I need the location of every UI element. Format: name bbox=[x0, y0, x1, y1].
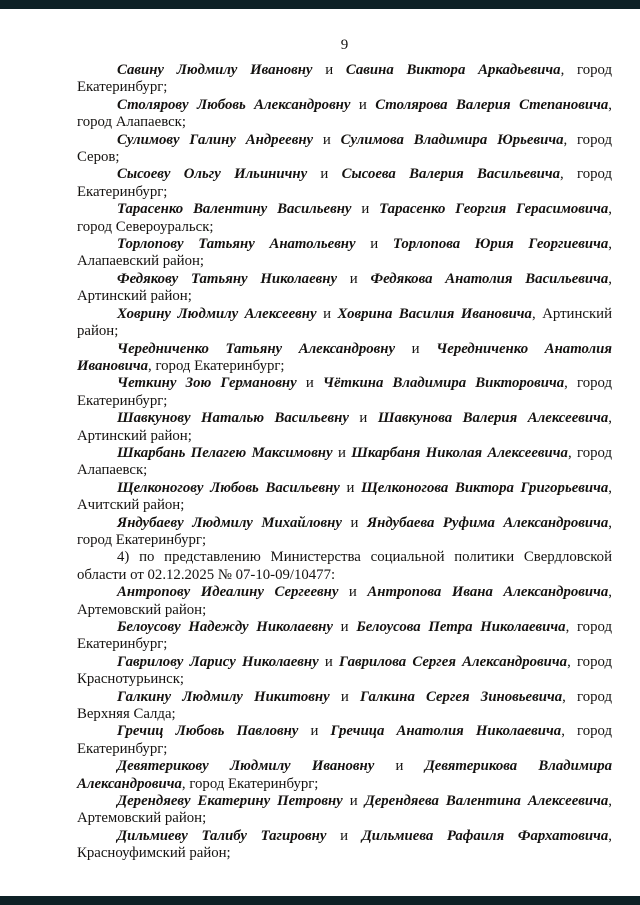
conjunction: и bbox=[313, 131, 341, 148]
husband-name: Галкина Сергея Зиновьевича bbox=[359, 688, 563, 705]
couple-entry bbox=[77, 758, 612, 793]
location-text: , Артинский район; bbox=[77, 410, 612, 444]
page-number: 9 bbox=[340, 37, 349, 53]
conjunction: и bbox=[374, 758, 425, 775]
husband-name: Столярова Валерия Степановича bbox=[375, 96, 609, 113]
wife-name: Столярову Любовь Александровну bbox=[117, 96, 351, 113]
couple-entry bbox=[77, 723, 612, 758]
location-text: , город Екатеринбург; bbox=[77, 166, 612, 200]
couple-entry bbox=[77, 132, 612, 167]
wife-name: Тарасенко Валентину Васильевну bbox=[117, 201, 352, 218]
wife-name: Дерендяеву Екатерину Петровну bbox=[117, 793, 343, 810]
wife-name: Сысоеву Ольгу Ильиничну bbox=[117, 166, 308, 183]
husband-name: Гречица Анатолия Николаевича bbox=[330, 723, 562, 740]
conjunction: и bbox=[296, 375, 323, 392]
conjunction: и bbox=[339, 479, 362, 496]
husband-name: Сысоева Валерия Васильевича bbox=[341, 166, 561, 183]
conjunction: и bbox=[318, 653, 340, 670]
conjunction: и bbox=[341, 514, 367, 531]
location-text: , город Алапаевск; bbox=[77, 96, 612, 131]
conjunction: и bbox=[342, 793, 365, 810]
location-text: , город Серов; bbox=[77, 131, 612, 166]
document-page bbox=[0, 9, 640, 896]
location-text: , Ачитский район; bbox=[77, 479, 612, 514]
wife-name: Шкарбань Пелагею Максимовну bbox=[117, 444, 333, 461]
location-text: , город Алапаевск; bbox=[77, 444, 612, 479]
couple-entry bbox=[77, 375, 612, 410]
wife-name: Дильмиеву Талибу Тагировну bbox=[117, 827, 327, 844]
wife-name: Четкину Зою Германовну bbox=[117, 375, 297, 392]
couple-entry bbox=[77, 271, 612, 306]
wife-name: Девятерикову Людмилу Ивановну bbox=[117, 758, 375, 775]
conjunction: и bbox=[338, 584, 368, 601]
conjunction: и bbox=[337, 270, 371, 287]
husband-name: Гаврилова Сергея Александровича bbox=[339, 653, 568, 670]
husband-name: Торлопова Юрия Георгиевича bbox=[392, 236, 609, 253]
conjunction: и bbox=[307, 166, 342, 183]
wife-name: Яндубаеву Людмилу Михайловну bbox=[117, 514, 342, 531]
couple-entry bbox=[77, 97, 612, 132]
conjunction: и bbox=[395, 340, 437, 357]
husband-name: Ховрина Василия Ивановича bbox=[337, 305, 532, 322]
couple-entry bbox=[77, 306, 612, 341]
wife-name: Щелконогову Любовь Васильевну bbox=[117, 479, 340, 496]
couple-entry bbox=[77, 689, 612, 724]
husband-name: Щелконогова Виктора Григорьевича bbox=[361, 479, 609, 496]
husband-name: Шкарбаня Николая Алексеевича bbox=[351, 444, 568, 461]
conjunction: и bbox=[351, 201, 380, 218]
husband-name: Чёткина Владимира Викторовича bbox=[322, 375, 565, 392]
couple-entry bbox=[77, 515, 612, 550]
wife-name: Белоусову Надежду Николаевну bbox=[117, 619, 333, 635]
decree-text-block bbox=[77, 62, 612, 863]
wife-name: Федякову Татьяну Николаевну bbox=[117, 270, 338, 287]
couple-entry bbox=[77, 654, 612, 689]
husband-name: Девятерикова Владимира Александровича bbox=[77, 758, 612, 792]
couple-entry bbox=[77, 619, 612, 654]
location-text: , Артинский район; bbox=[77, 305, 612, 340]
conjunction: и bbox=[312, 62, 346, 78]
couple-entry bbox=[77, 201, 612, 236]
scan-edge-top bbox=[0, 0, 640, 9]
husband-name: Чередниченко Анатолия Ивановича bbox=[77, 340, 612, 374]
couple-entry bbox=[77, 828, 612, 863]
location-text: , город Североуральск; bbox=[77, 201, 612, 235]
wife-name: Сулимову Галину Андреевну bbox=[117, 131, 314, 148]
awardees-list-section4 bbox=[77, 584, 612, 863]
location-text: , Артемовский район; bbox=[77, 584, 612, 618]
awardees-list-section3 bbox=[77, 62, 612, 549]
husband-name: Федякова Анатолия Васильевича bbox=[370, 270, 609, 287]
couple-entry bbox=[77, 341, 612, 376]
husband-name: Тарасенко Георгия Герасимовича bbox=[379, 201, 609, 218]
conjunction: и bbox=[326, 827, 362, 844]
wife-name: Гречиц Любовь Павловну bbox=[117, 723, 299, 740]
couple-entry bbox=[77, 166, 612, 201]
conjunction: и bbox=[329, 688, 360, 705]
location-text: , город Екатеринбург; bbox=[181, 775, 319, 792]
conjunction: и bbox=[332, 619, 357, 635]
location-text: , Красноуфимский район; bbox=[77, 827, 612, 862]
wife-name: Антропову Идеалину Сергеевну bbox=[117, 584, 339, 601]
conjunction: и bbox=[332, 444, 352, 461]
husband-name: Савина Виктора Аркадьевича bbox=[345, 62, 561, 78]
location-text: , город Екатеринбург; bbox=[77, 62, 612, 96]
conjunction: и bbox=[350, 96, 376, 113]
wife-name: Шавкунову Наталью Васильевну bbox=[117, 410, 349, 427]
husband-name: Дильмиева Рафаиля Фархатовича bbox=[361, 827, 609, 844]
couple-entry bbox=[77, 445, 612, 480]
location-text: , город Верхняя Салда; bbox=[77, 688, 613, 723]
husband-name: Сулимова Владимира Юрьевича bbox=[340, 131, 564, 148]
location-text: , город Екатеринбург; bbox=[77, 723, 612, 757]
husband-name: Дерендяева Валентина Алексеевича bbox=[364, 793, 609, 810]
wife-name: Савину Людмилу Ивановну bbox=[117, 62, 313, 78]
location-text: , Артинский район; bbox=[77, 270, 612, 305]
couple-entry bbox=[77, 62, 612, 97]
wife-name: Чередниченко Татьяну Александровну bbox=[117, 340, 396, 357]
conjunction: и bbox=[316, 305, 338, 322]
couple-entry bbox=[77, 236, 612, 271]
conjunction: и bbox=[298, 723, 331, 740]
couple-entry bbox=[77, 584, 612, 619]
conjunction: и bbox=[348, 410, 378, 427]
husband-name: Яндубаева Руфима Александровича bbox=[366, 514, 609, 531]
conjunction: и bbox=[355, 236, 393, 253]
section-4-intro: 4) по представлению Министерства социальной политики Свердловской области от 02.12.2025 № 07-10-09/10477: bbox=[77, 549, 612, 583]
couple-entry bbox=[77, 793, 612, 828]
wife-name: Галкину Людмилу Никитовну bbox=[117, 688, 330, 705]
couple-entry bbox=[77, 480, 612, 515]
location-text: , Артемовский район; bbox=[77, 793, 612, 827]
wife-name: Ховрину Людмилу Алексеевну bbox=[117, 305, 317, 322]
scan-edge-bottom bbox=[0, 896, 640, 905]
location-text: , город Екатеринбург; bbox=[77, 619, 612, 653]
location-text: , город Екатеринбург; bbox=[148, 357, 285, 374]
husband-name: Антропова Ивана Александровича bbox=[367, 584, 609, 601]
location-text: , город Краснотурьинск; bbox=[77, 653, 612, 688]
location-text: , Алапаевский район; bbox=[77, 236, 612, 270]
wife-name: Гаврилову Ларису Николаевну bbox=[117, 653, 319, 670]
location-text: , город Екатеринбург; bbox=[77, 375, 612, 409]
wife-name: Торлопову Татьяну Анатольевну bbox=[117, 236, 356, 253]
location-text: , город Екатеринбург; bbox=[77, 514, 612, 548]
couple-entry bbox=[77, 410, 612, 445]
husband-name: Шавкунова Валерия Алексеевича bbox=[377, 410, 609, 427]
husband-name: Белоусова Петра Николаевича bbox=[356, 619, 566, 635]
